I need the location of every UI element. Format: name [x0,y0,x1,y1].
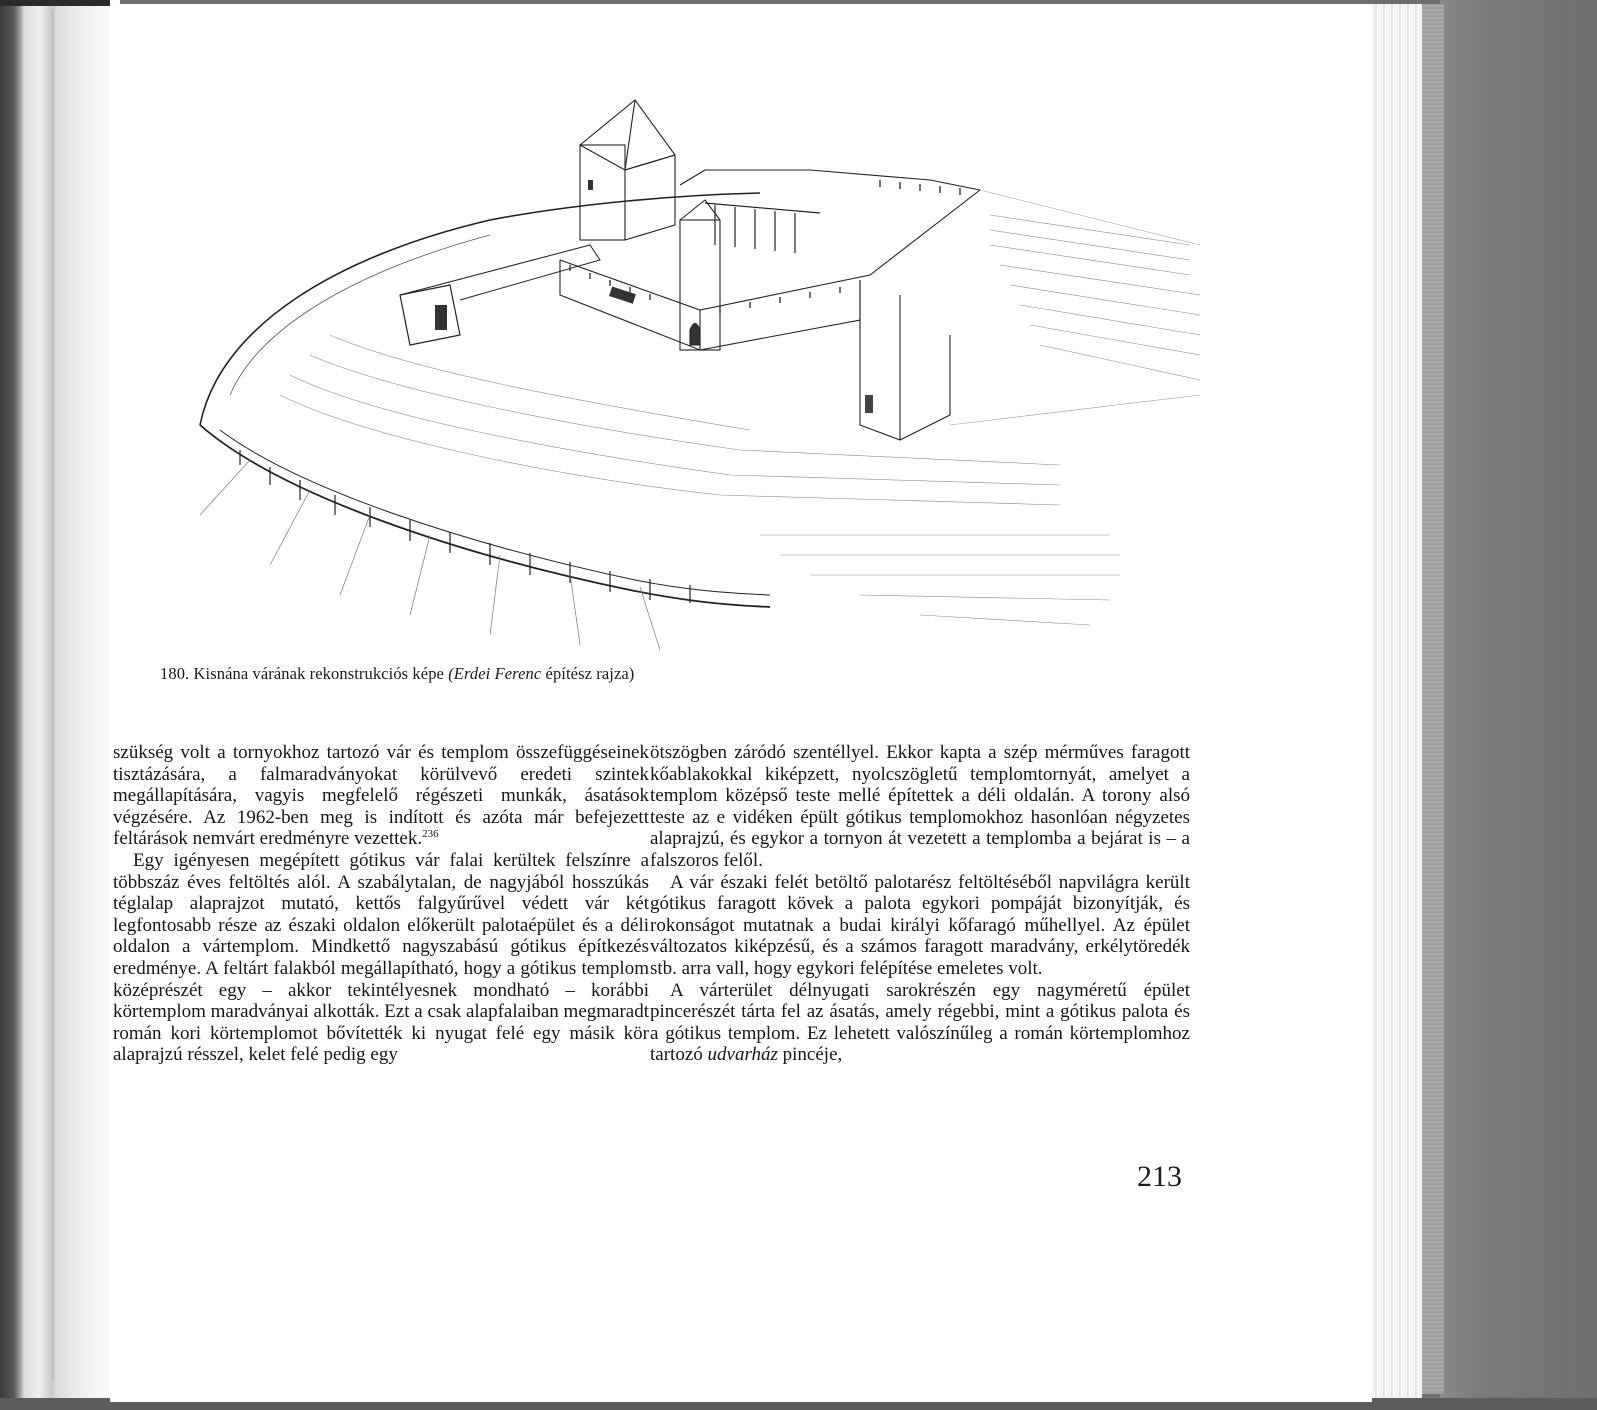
castle-walls [560,170,980,440]
outer-rampart-wall [200,193,760,425]
keep-tower [580,100,675,240]
figure-caption [160,664,860,684]
scanner-background [1440,0,1597,1410]
paragraph-text-end: pincéje, [782,1044,843,1066]
right-text-column [650,742,1190,1066]
paragraph [650,980,1190,1066]
paragraph: A vár északi felét betöltő palotarész feltöltéséből napvilágra került gótikus faragott kövek a palota egykori pompáját bizonyítják, és rokonságot mutatnak a budai királyi kőfaragó műhellyel. Az épület változatos kiképzésű, és a számos faragott maradvány, erkélytöredék stb. arra vall, hogy egykori felépítése emeletes volt. [650,871,1190,979]
book-spine-gutter [0,0,120,1400]
arcade [705,203,820,253]
castle-reconstruction-drawing-icon [160,95,1210,655]
paragraph: ötszögben záródó szentéllyel. Ekkor kapta a szép mérműves faragott kőablakokkal kiképzett, nyolcszögletű templomtornyát, amelyet a templom középső teste mellé építettek a déli oldalán. A torony alsó teste az e vidéken épült gótikus templomokhoz hasonlóan négyzetes alaprajzú, és egykor a tornyon át vezetett a templomba a bejárat is – a falszoros felől. [650,742,1190,871]
caption-number: 180. [160,664,190,683]
italic-term: udvarház [707,1044,778,1066]
footnote-ref[interactable]: 236 [422,828,439,841]
page-stack-edge [1372,4,1422,1401]
top-shadow [0,0,110,6]
paragraph [113,742,649,850]
book-cover-edge [1422,4,1444,1394]
left-text-column [113,742,649,1066]
page-number: 213 [1137,1160,1182,1193]
outer-rampart-base [200,425,770,607]
caption-text-end: építész rajza) [545,664,635,683]
paragraph-text: szükség volt a tornyokhoz tartozó vár és templom összefüggéseinek tisztázására, a falmaradványokat körülvevő eredeti szintek megállapítására, vagyis megfelelő régészeti munkák, ásatások végzésére. Az 1962-ben meg is indított és azóta már befejezett feltárások nemvárt eredményre vezettek. [113,742,649,850]
paragraph-text: A várterület délnyugati sarokrészén egy nagyméretű épület pincerészét tárta fel az ásatás, amely régebbi, mint a gótikus palota és a gótikus templom. Ez lehetett valószínűleg a román körtemplomhoz tartozó [650,979,1190,1066]
west-bastion [400,285,460,345]
caption-author: (Erdei Ferenc [448,664,542,683]
gutter-fold-line [52,10,54,1380]
paragraph: Egy igényesen megépített gótikus vár falai kerültek felszínre a többszáz éves feltöltés alól. A szabálytalan, de nagyjából hosszúkás téglalap alaprajzot mutató, kettős falgyűrűvel védett vár két legfontosabb része az északi oldalon előkerült palotaépület és a déli oldalon a vártemplom. Mindkettő nagyszabású gótikus építkezés eredménye. A feltárt falakból megállapítható, hogy a gótikus templom középrészét egy – akkor tekintélyesnek mondható – korábbi körtemplom maradványai alkották. Ezt a csak alapfalaiban megmaradt román kori körtemplomot bővítették ki nyugat felé egy másik kör alaprajzú résszel, kelet felé pedig egy [113,849,649,1066]
caption-text: Kisnána várának rekonstrukciós képe [193,664,444,683]
